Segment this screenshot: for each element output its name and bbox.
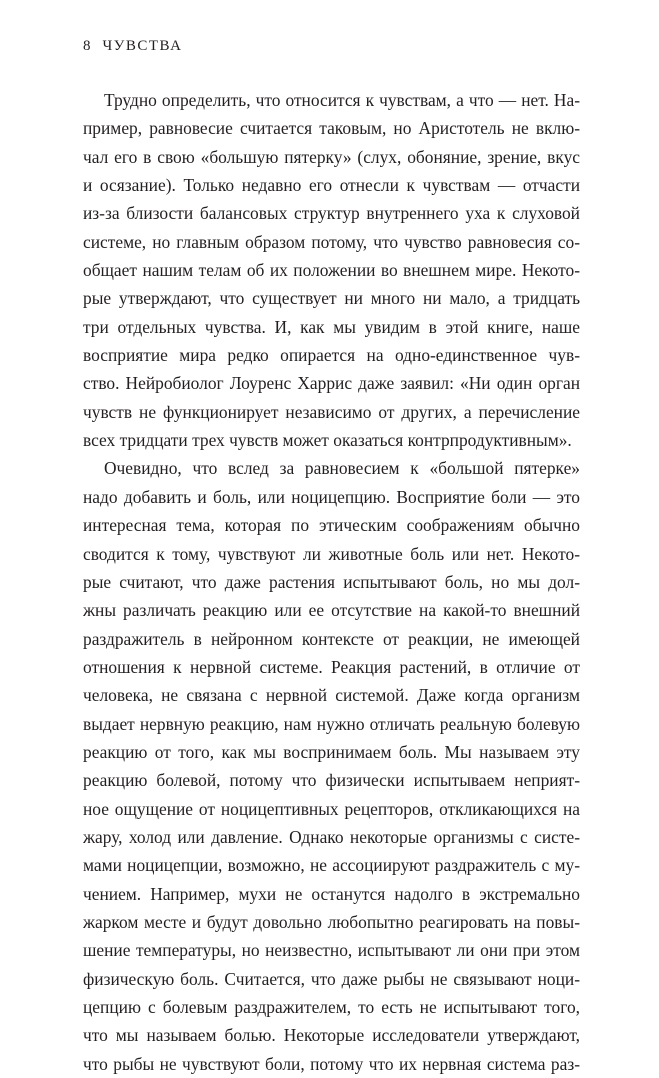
text-line: всех тридцати трех чувств может оказаться контрпродуктивным». <box>83 430 572 451</box>
text-line: Трудно определить, что относится к чувствам, а что — нет. На- <box>104 90 580 110</box>
text-line: что рыбы не чувствуют боли, потому что их нервная система раз- <box>83 1053 580 1074</box>
text-line: общает нашим телам об их положении во внешнем мире. Некото- <box>83 260 580 281</box>
text-line: из-за близости балансовых структур внутреннего уха к слуховой <box>83 203 580 224</box>
text-line: три отдельных чувства. И, как мы увидим в этой книге, наше <box>83 316 580 337</box>
text-line: жны различать реакцию или ее отсутствие на какой-то внешний <box>83 600 580 621</box>
text-line: восприятие мира редко опирается на одно-единственное чув- <box>83 345 580 366</box>
text-line: жарком месте и будут довольно любопытно реагировать на повы- <box>83 911 580 932</box>
text-line: ство. Нейробиолог Лоуренс Харрис даже заявил: «Ни один орган <box>83 373 580 394</box>
text-line: человека, не связана с нервной системой. Даже когда организм <box>83 685 580 706</box>
text-line: и осязание). Только недавно его отнесли к чувствам — отчасти <box>83 175 580 196</box>
text-line: отношения к нервной системе. Реакция растений, в отличие от <box>83 656 580 677</box>
text-line: рые утверждают, что существует ни много ни мало, а тридцать <box>83 288 580 309</box>
page-number: 8 <box>83 38 91 54</box>
text-line: мами ноцицепции, возможно, не ассоциируют раздражитель с му- <box>83 855 580 876</box>
text-line: реакцию болевой, потому что физически испытываем неприят- <box>83 770 580 791</box>
text-line: что мы называем болью. Некоторые исследователи утверждают, <box>83 1025 580 1046</box>
text-line: выдает нервную реакцию, нам нужно отличать реальную болевую <box>83 713 580 734</box>
text-line: шение температуры, но неизвестно, испытывают ли они при этом <box>83 940 580 961</box>
text-line: раздражитель в нейронном контексте от реакции, не имеющей <box>83 628 580 649</box>
text-line: реакцию от того, как мы воспринимаем боль. Мы называем эту <box>83 741 580 762</box>
text-line: рые считают, что даже растения испытывают боль, но мы дол- <box>83 571 580 592</box>
text-line: сводится к тому, чувствуют ли животные боль или нет. Некото- <box>83 543 580 564</box>
text-line: надо добавить и боль, или ноцицепцию. Восприятие боли — это <box>83 486 580 507</box>
text-line: чал его в свою «большую пятерку» (слух, обоняние, зрение, вкус <box>83 146 580 167</box>
body-text <box>83 86 580 1078</box>
text-line: чением. Например, мухи не останутся надолго в экстремально <box>83 883 580 904</box>
running-head <box>83 38 182 55</box>
text-line: цепцию с болевым раздражителем, то есть не испытывают того, <box>83 997 580 1017</box>
text-line: чувств не функционирует независимо от других, а перечисление <box>83 401 580 422</box>
text-line: Очевидно, что вслед за равновесием к «большой пятерке» <box>104 458 580 479</box>
chapter-title: ЧУВСТВА <box>102 38 183 54</box>
text-line: жару, холод или давление. Однако некоторые организмы с систе- <box>83 826 580 847</box>
text-line: ное ощущение от ноцицептивных рецепторов, откликающихся на <box>83 798 580 819</box>
text-line: пример, равновесие считается таковым, но Аристотель не вклю- <box>83 118 580 139</box>
paragraph <box>83 86 580 454</box>
paragraph <box>83 454 580 1078</box>
text-line: системе, но главным образом потому, что чувство равновесия со- <box>83 231 580 252</box>
text-line: физическую боль. Считается, что даже рыбы не связывают ноци- <box>83 968 580 989</box>
text-line: интересная тема, которая по этическим соображениям обычно <box>83 515 580 536</box>
